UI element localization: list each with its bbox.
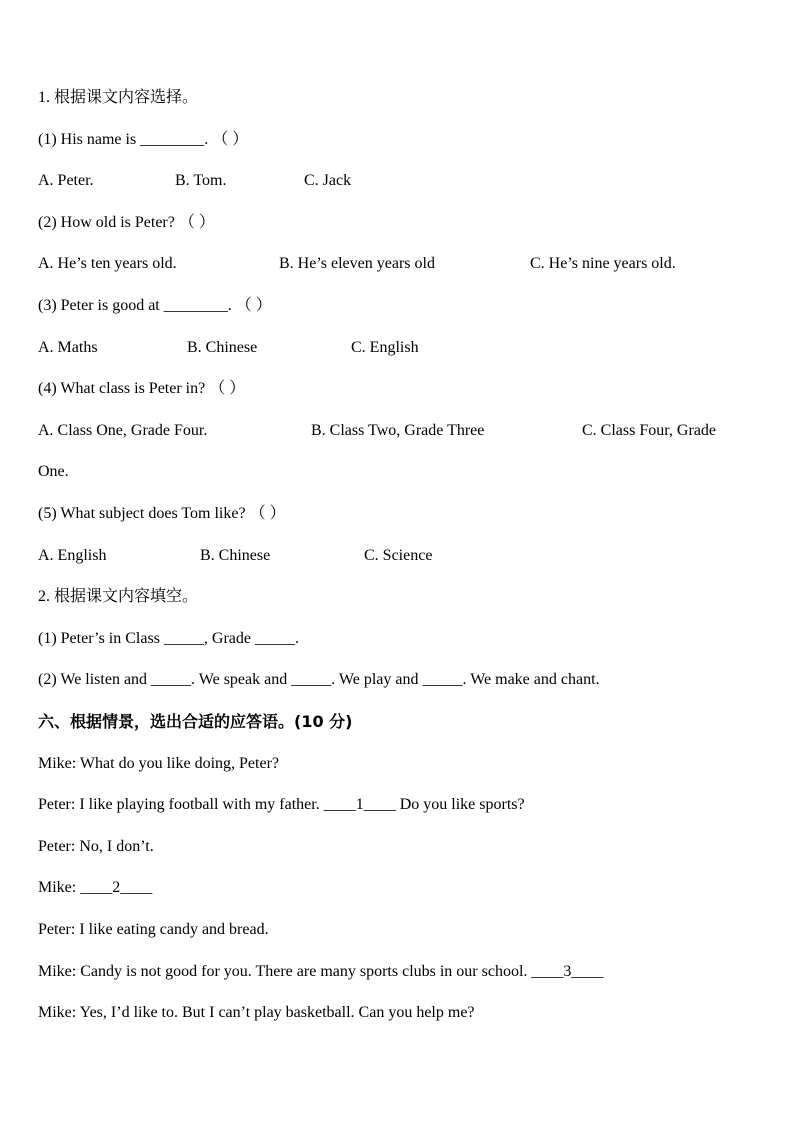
- question-1-option-c: C. Jack: [304, 172, 352, 189]
- dialogue-line: Mike: Yes, I’d like to. But I can’t play basketball. Can you help me?: [38, 1004, 475, 1021]
- question-4-option-b: B. Class Two, Grade Three: [311, 422, 485, 439]
- question-1-stem: (1) His name is ________. （ ）: [38, 131, 249, 148]
- question-4-stem: (4) What class is Peter in? （ ）: [38, 380, 246, 397]
- question-2-option-a: A. He’s ten years old.: [38, 255, 177, 272]
- question-2-stem: (2) How old is Peter? （ ）: [38, 214, 215, 231]
- question-3-option-a: A. Maths: [38, 339, 98, 356]
- dialogue-line: Peter: No, I don’t.: [38, 838, 154, 855]
- question-3-option-b: B. Chinese: [187, 339, 258, 356]
- question-5-option-c: C. Science: [364, 547, 433, 564]
- fill-in-line-2: (2) We listen and _____. We speak and _____. We play and _____. We make and chant.: [38, 671, 600, 688]
- question-5-option-b: B. Chinese: [200, 547, 271, 564]
- section2-title: 2. 根据课文内容填空。: [38, 588, 199, 605]
- question-1-option-b: B. Tom.: [175, 172, 227, 189]
- question-5-stem: (5) What subject does Tom like? （ ）: [38, 505, 286, 522]
- question-2-option-b: B. He’s eleven years old: [279, 255, 435, 272]
- section1-title: 1. 根据课文内容选择。: [38, 89, 199, 106]
- fill-in-line-1: (1) Peter’s in Class _____, Grade _____.: [38, 630, 299, 647]
- dialogue-line: Mike: ____2____: [38, 879, 153, 896]
- dialogue-line: Peter: I like playing football with my father. ____1____ Do you like sports?: [38, 796, 525, 813]
- section6-title: 六、根据情景，选出合适的应答语。(10 分): [38, 712, 353, 731]
- dialogue-line: Mike: What do you like doing, Peter?: [38, 755, 279, 772]
- question-4-option-c-continuation: One.: [38, 463, 69, 480]
- dialogue-line: Peter: I like eating candy and bread.: [38, 921, 269, 938]
- question-3-option-c: C. English: [351, 339, 419, 356]
- question-5-option-a: A. English: [38, 547, 107, 564]
- question-3-stem: (3) Peter is good at ________. （ ）: [38, 297, 272, 314]
- dialogue-line: Mike: Candy is not good for you. There are many sports clubs in our school. ____3____: [38, 963, 604, 980]
- question-4-option-a: A. Class One, Grade Four.: [38, 422, 208, 439]
- question-1-option-a: A. Peter.: [38, 172, 94, 189]
- question-4-option-c: C. Class Four, Grade: [582, 422, 717, 439]
- question-2-option-c: C. He’s nine years old.: [530, 255, 676, 272]
